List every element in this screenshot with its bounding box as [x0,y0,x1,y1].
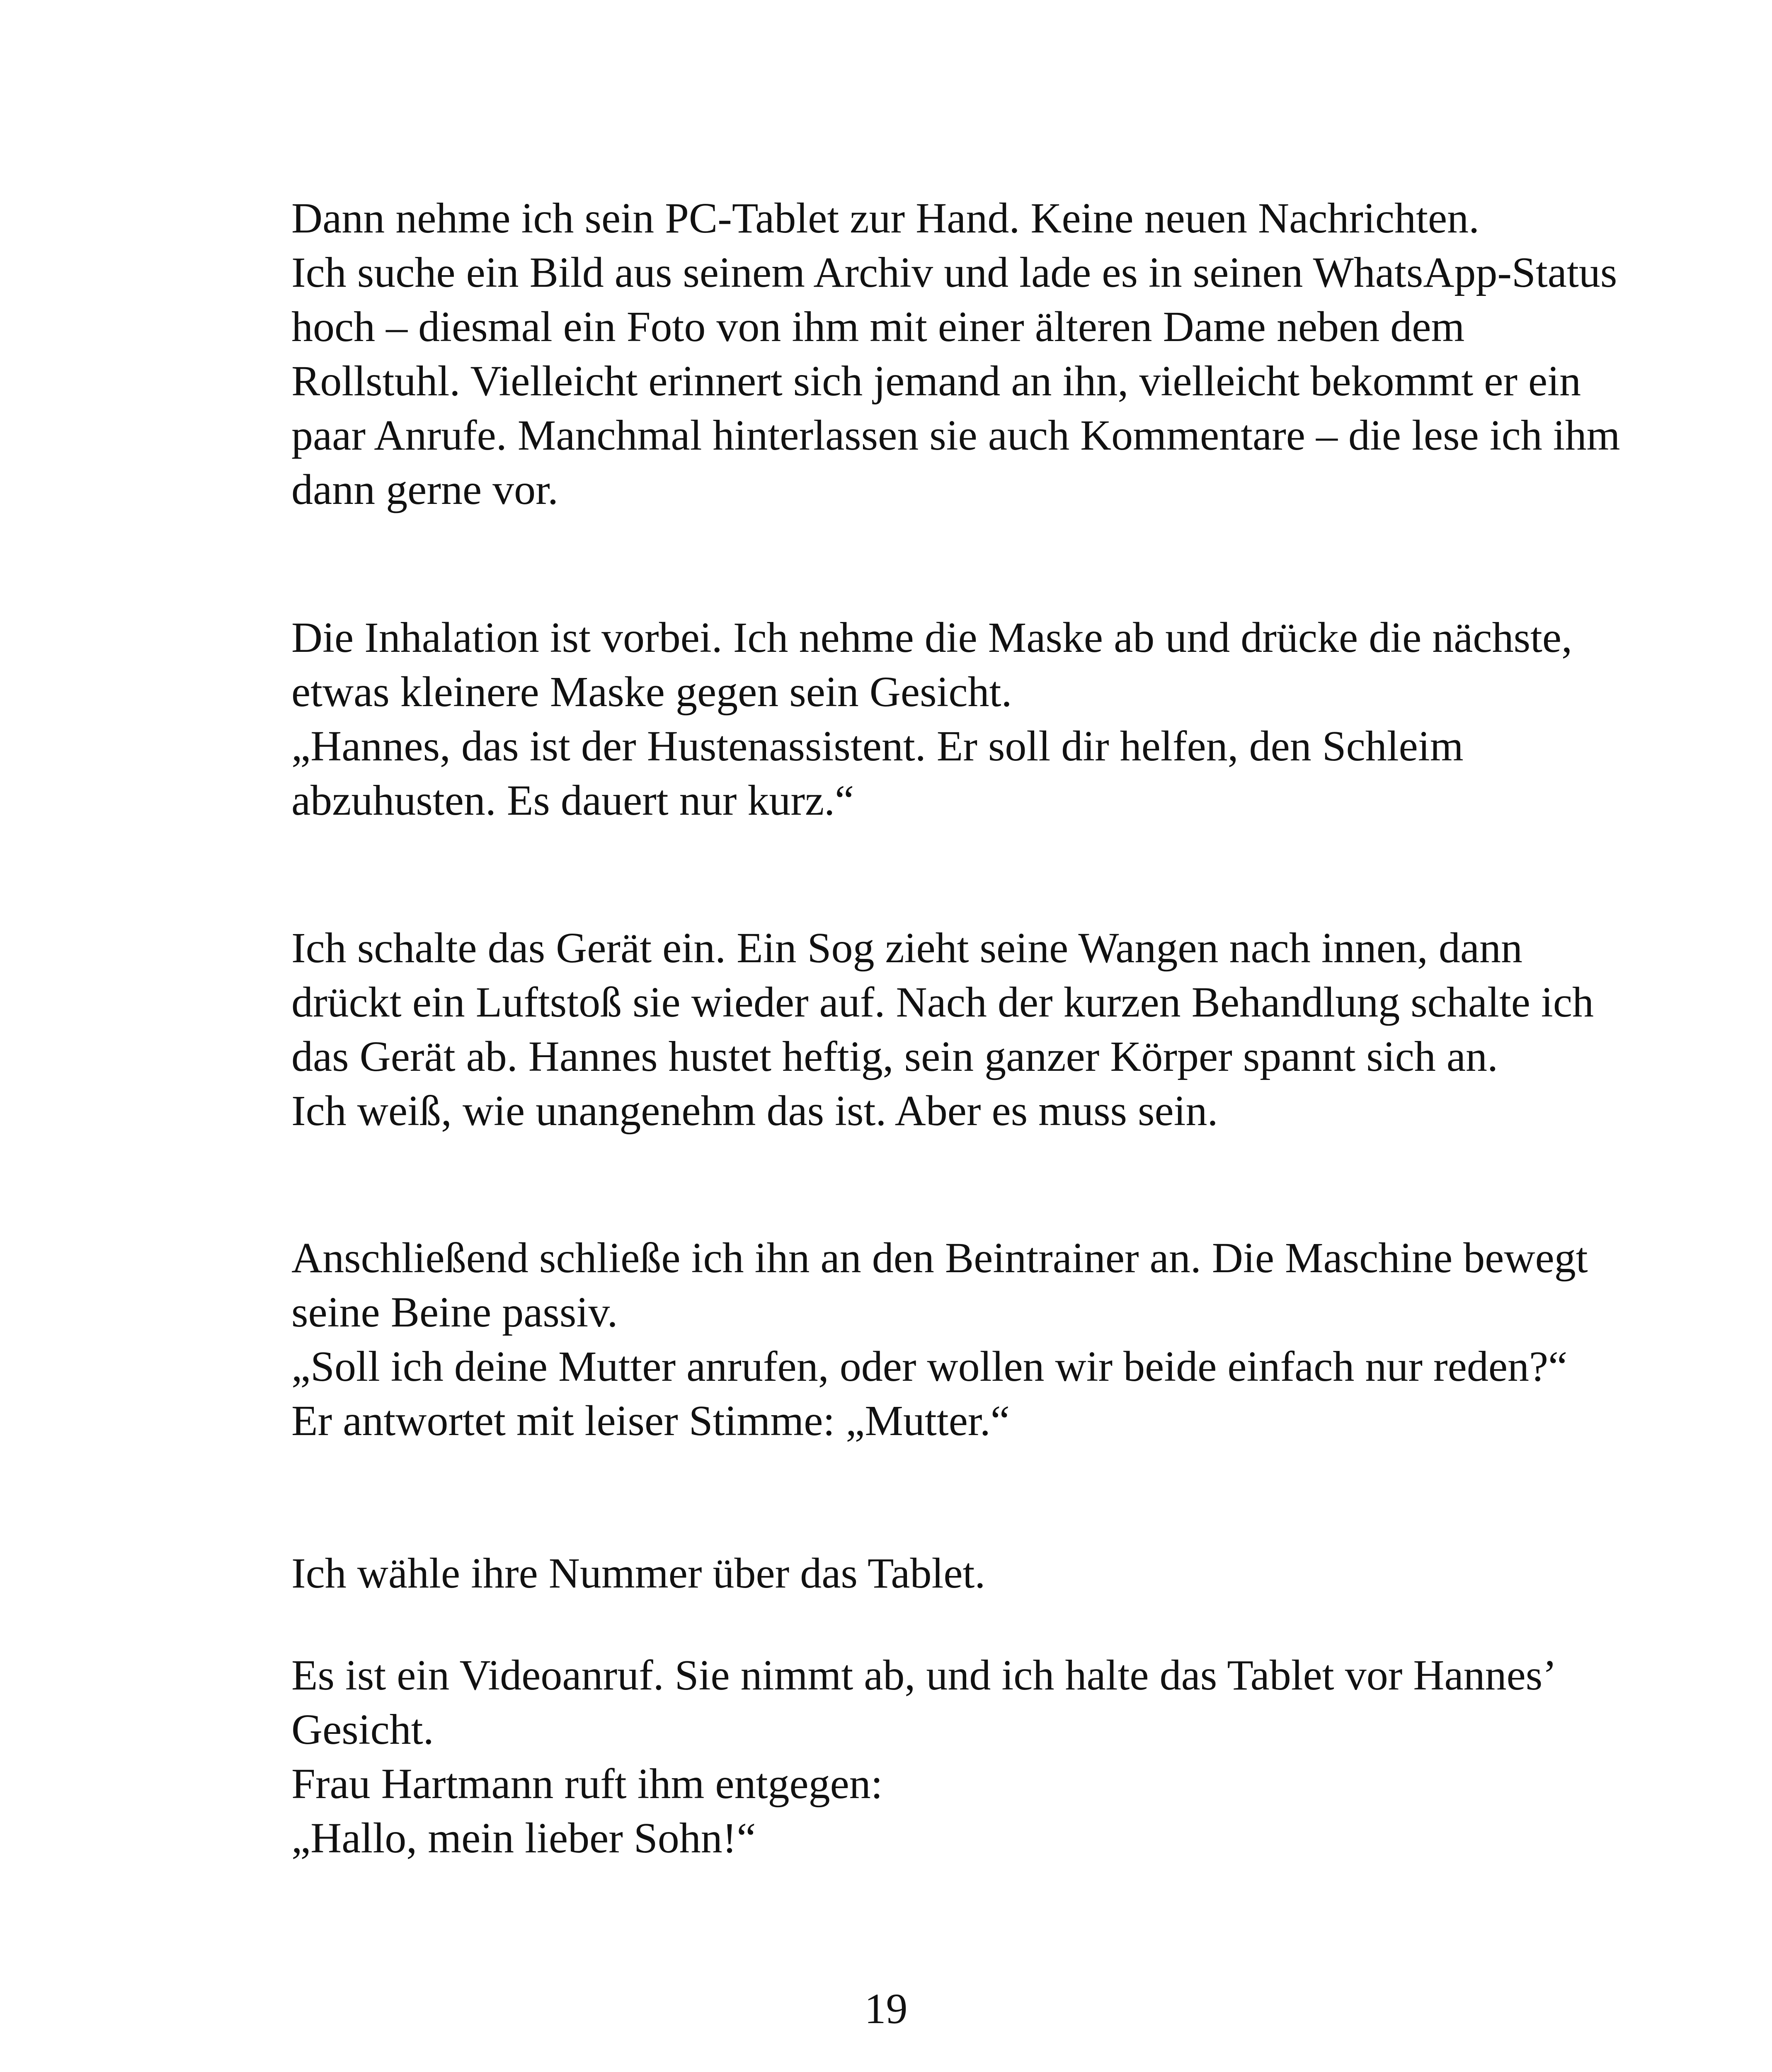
paragraph-inhalation [291,610,1576,828]
text-line: hoch – diesmal ein Foto von ihm mit einer älteren Dame neben dem [291,303,1465,351]
text-line: Ich schalte das Gerät ein. Ein Sog zieht seine Wangen nach innen, dann [291,924,1523,972]
paragraph-leg-trainer [291,1231,1588,1448]
text-line: drückt ein Luftstoß sie wieder auf. Nach der kurzen Behandlung schalte ich [291,978,1594,1026]
text-line: Ich suche ein Bild aus seinem Archiv und lade es in seinen WhatsApp-Status [291,249,1617,296]
text-line: „Soll ich deine Mutter anrufen, oder wollen wir beide einfach nur reden?“ [291,1343,1568,1390]
text-line: Gesicht. [291,1706,434,1753]
text-line: Dann nehme ich sein PC-Tablet zur Hand. Keine neuen Nachrichten. [291,194,1480,242]
paragraph-dial [291,1546,1576,1600]
paragraph-tablet-status [291,191,1620,517]
paragraph-video-call [291,1648,1576,1865]
text-line: Anschließend schließe ich ihn an den Beintrainer an. Die Maschine bewegt [291,1234,1588,1282]
text-line: Frau Hartmann ruft ihm entgegen: [291,1760,883,1808]
text-line: etwas kleinere Maske gegen sein Gesicht. [291,668,1012,716]
text-line: Rollstuhl. Vielleicht erinnert sich jemand an ihn, vielleicht bekommt er ein [291,357,1581,405]
text-line: Es ist ein Videoanruf. Sie nimmt ab, und ich halte das Tablet vor Hannes’ [291,1651,1557,1699]
text-line: abzuhusten. Es dauert nur kurz.“ [291,777,854,824]
text-line: Die Inhalation ist vorbei. Ich nehme die Maske ab und drücke die nächste, [291,614,1573,661]
text-line: Er antwortet mit leiser Stimme: „Mutter.“ [291,1397,1010,1445]
paragraph-cough-assist [291,921,1594,1138]
text-line: paar Anrufe. Manchmal hinterlassen sie auch Kommentare – die lese ich ihm [291,411,1620,459]
text-line: Ich weiß, wie unangenehm das ist. Aber es muss sein. [291,1087,1218,1135]
text-line: dann gerne vor. [291,466,559,513]
text-line: Ich wähle ihre Nummer über das Tablet. [291,1549,986,1597]
page-number: 19 [864,1985,908,2033]
text-line: das Gerät ab. Hannes hustet heftig, sein ganzer Körper spannt sich an. [291,1033,1498,1080]
text-line: „Hallo, mein lieber Sohn!“ [291,1814,756,1862]
text-line: seine Beine passiv. [291,1288,618,1336]
text-line: „Hannes, das ist der Hustenassistent. Er soll dir helfen, den Schleim [291,722,1464,770]
